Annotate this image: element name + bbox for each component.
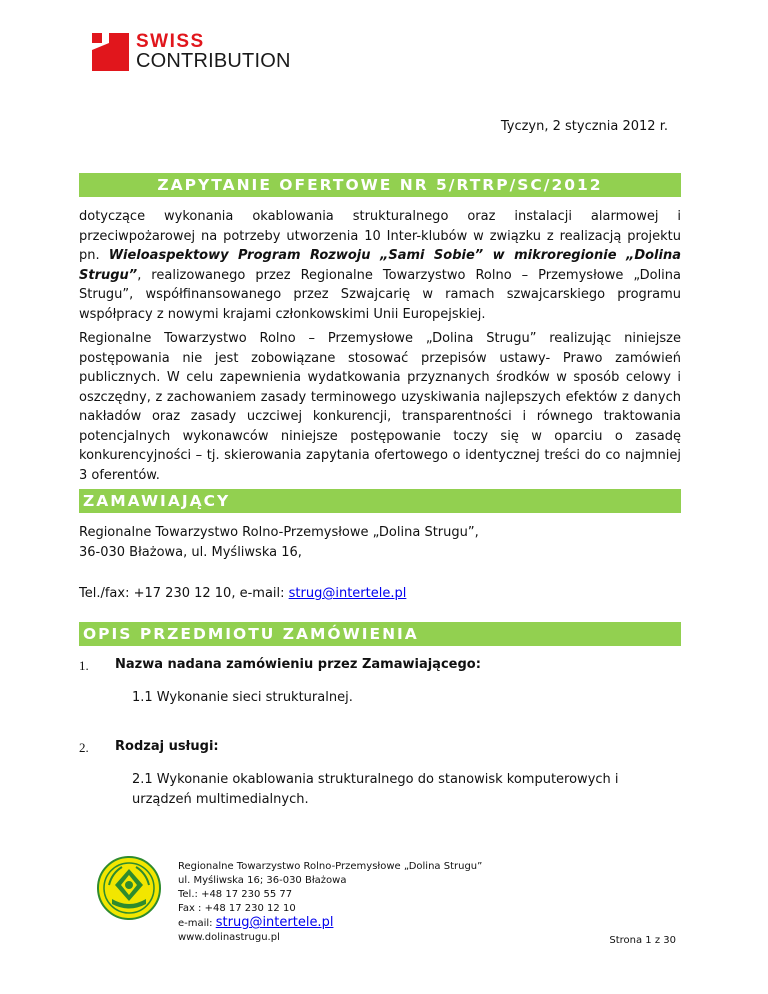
document-title-bar: ZAPYTANIE OFERTOWE NR 5/RTRP/SC/2012 xyxy=(79,173,681,197)
intro-paragraph xyxy=(79,207,681,324)
section-heading-zamawiajacy: ZAMAWIAJĄCY xyxy=(79,489,681,513)
item-title-2: Rodzaj usługi: xyxy=(115,739,219,754)
footer-fax: Fax : +48 17 230 12 10 xyxy=(178,903,296,914)
procedure-paragraph: Regionalne Towarzystwo Rolno – Przemysłowe „Dolina Strugu” realizując niniejsze postępowania nie jest zobowiązane stosować przepisów ustawy- Prawo zamówień publicznych. W celu zapewnienia wydatkowania przyznanych środków w sposób celowy i oszczędny, z zachowaniem zasady terminowego uzyskiwania najlepszych efektów z danych nakładów oraz zasady uczciwej konkurencji, transparentności i równego traktowania potencjalnych wykonawców niniejsze postępowanie toczy się w oparciu o zasadę konkurencyjności – tj. skierowania zapytania ofertowego o identycznej treści do co najmniej 3 oferentów. xyxy=(79,331,681,483)
orderer-line-1: Regionalne Towarzystwo Rolno-Przemysłowe „Dolina Strugu”, xyxy=(79,525,479,540)
dolina-strugu-emblem-icon xyxy=(96,855,162,921)
orderer-email-link[interactable]: strug@intertele.pl xyxy=(288,586,407,601)
logo-swiss-text: SWISS xyxy=(136,31,205,52)
item-sub-2: 2.1 Wykonanie okablowania strukturalnego do stanowisk komputerowych i urządzeń multimedialnych. xyxy=(132,772,619,807)
footer-website: www.dolinastrugu.pl xyxy=(178,932,280,943)
orderer-contact xyxy=(79,584,681,604)
section-heading-opis: OPIS PRZEDMIOTU ZAMÓWIENIA xyxy=(79,622,681,646)
intro-text-after: , realizowanego przez Regionalne Towarzystwo Rolno – Przemysłowe „Dolina Strugu”, współfinansowanego przez Szwajcarię w ramach szwajcarskiego programu współpracy z nowymi krajami członkowskimi Unii Europejskiej. xyxy=(79,267,681,322)
item-title-1: Nazwa nadana zamówieniu przez Zamawiającego: xyxy=(115,657,481,672)
logo-contribution-text: CONTRIBUTION xyxy=(136,50,291,72)
page-number: Strona 1 z 30 xyxy=(609,935,676,946)
footer-address: ul. Myśliwska 16; 36-030 Błażowa xyxy=(178,875,347,886)
footer-email-link[interactable]: strug@intertele.pl xyxy=(215,915,334,930)
program-name: Wieloaspektowy Program Rozwoju „Sami Sobie” w mikroregionie „Dolina Strugu” xyxy=(79,248,681,283)
orderer-address xyxy=(79,523,681,562)
document-date: Tyczyn, 2 stycznia 2012 r. xyxy=(500,119,668,134)
footer-tel: Tel.: +48 17 230 55 77 xyxy=(178,889,293,900)
footer-contact-block xyxy=(178,860,482,945)
footer-email-line xyxy=(178,916,482,931)
swiss-cross-icon xyxy=(92,33,129,71)
item-number-2: 2. xyxy=(79,740,89,755)
item-number-1: 1. xyxy=(79,658,89,673)
orderer-line-2: 36-030 Błażowa, ul. Myśliwska 16, xyxy=(79,544,302,560)
footer-org: Regionalne Towarzystwo Rolno-Przemysłowe „Dolina Strugu” xyxy=(178,861,483,872)
footer-email-label: e-mail: xyxy=(178,918,216,929)
contact-text: Tel./fax: +17 230 12 10, e-mail: xyxy=(79,586,289,601)
intro-text-before: dotyczące wykonania okablowania strukturalnego oraz instalacji alarmowej i przeciwpożarowej na potrzeby utworzenia 10 Inter-klubów w związku z realizacją projektu pn. xyxy=(79,209,681,263)
item-sub-1: 1.1 Wykonanie sieci strukturalnej. xyxy=(132,690,353,705)
